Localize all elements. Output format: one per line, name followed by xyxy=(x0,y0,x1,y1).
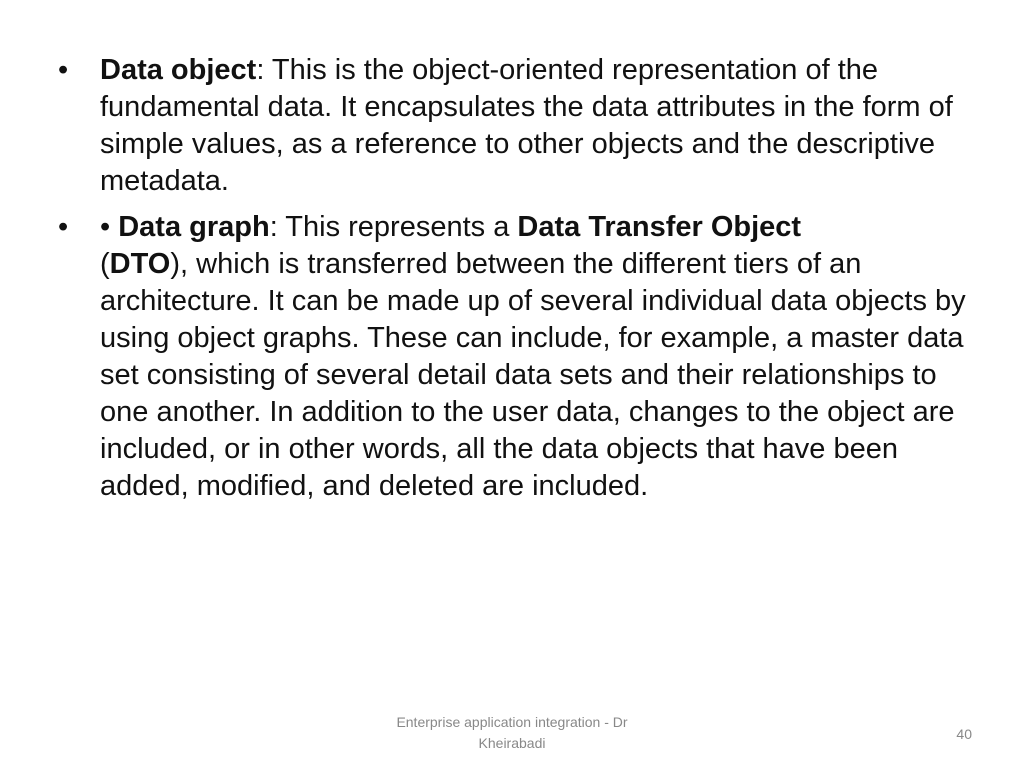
data-graph-text-3: ), which is transferred between the different tiers of an architecture. It can be made up of several individual data objects by using object graphs. These can include, for example, a master data set consisting of several detail data sets and their relationships to one another. In addition to the user data, changes to the object are included, or in other words, all the data objects that have been added, modified, and deleted are included. xyxy=(100,248,966,502)
bullet-marker: • xyxy=(58,54,69,86)
bullet-marker: • xyxy=(58,211,69,243)
term-data-graph: Data graph xyxy=(118,211,270,243)
data-graph-text-1: : This represents a xyxy=(269,211,518,243)
footer-line-1: Enterprise application integration - Dr xyxy=(396,714,628,730)
term-data-object: Data object xyxy=(100,54,257,86)
bullet-item-data-object xyxy=(58,52,978,200)
data-object-description: : This is the object-oriented representation of the fundamental data. It encapsulates the data attributes in the form of simple values, as a reference to other objects and the descriptive metadata. xyxy=(100,54,953,197)
bullet-list xyxy=(58,52,978,514)
footer-line-2: Kheirabadi xyxy=(478,735,546,751)
page-number: 40 xyxy=(956,726,972,742)
inline-bullet-prefix: • xyxy=(100,211,119,243)
footer-title xyxy=(362,712,662,754)
bullet-item-data-graph xyxy=(58,209,978,505)
term-dto: DTO xyxy=(109,248,171,280)
data-graph-text-2: ( xyxy=(100,248,110,280)
term-data-transfer-object: Data Transfer Object xyxy=(517,211,802,243)
